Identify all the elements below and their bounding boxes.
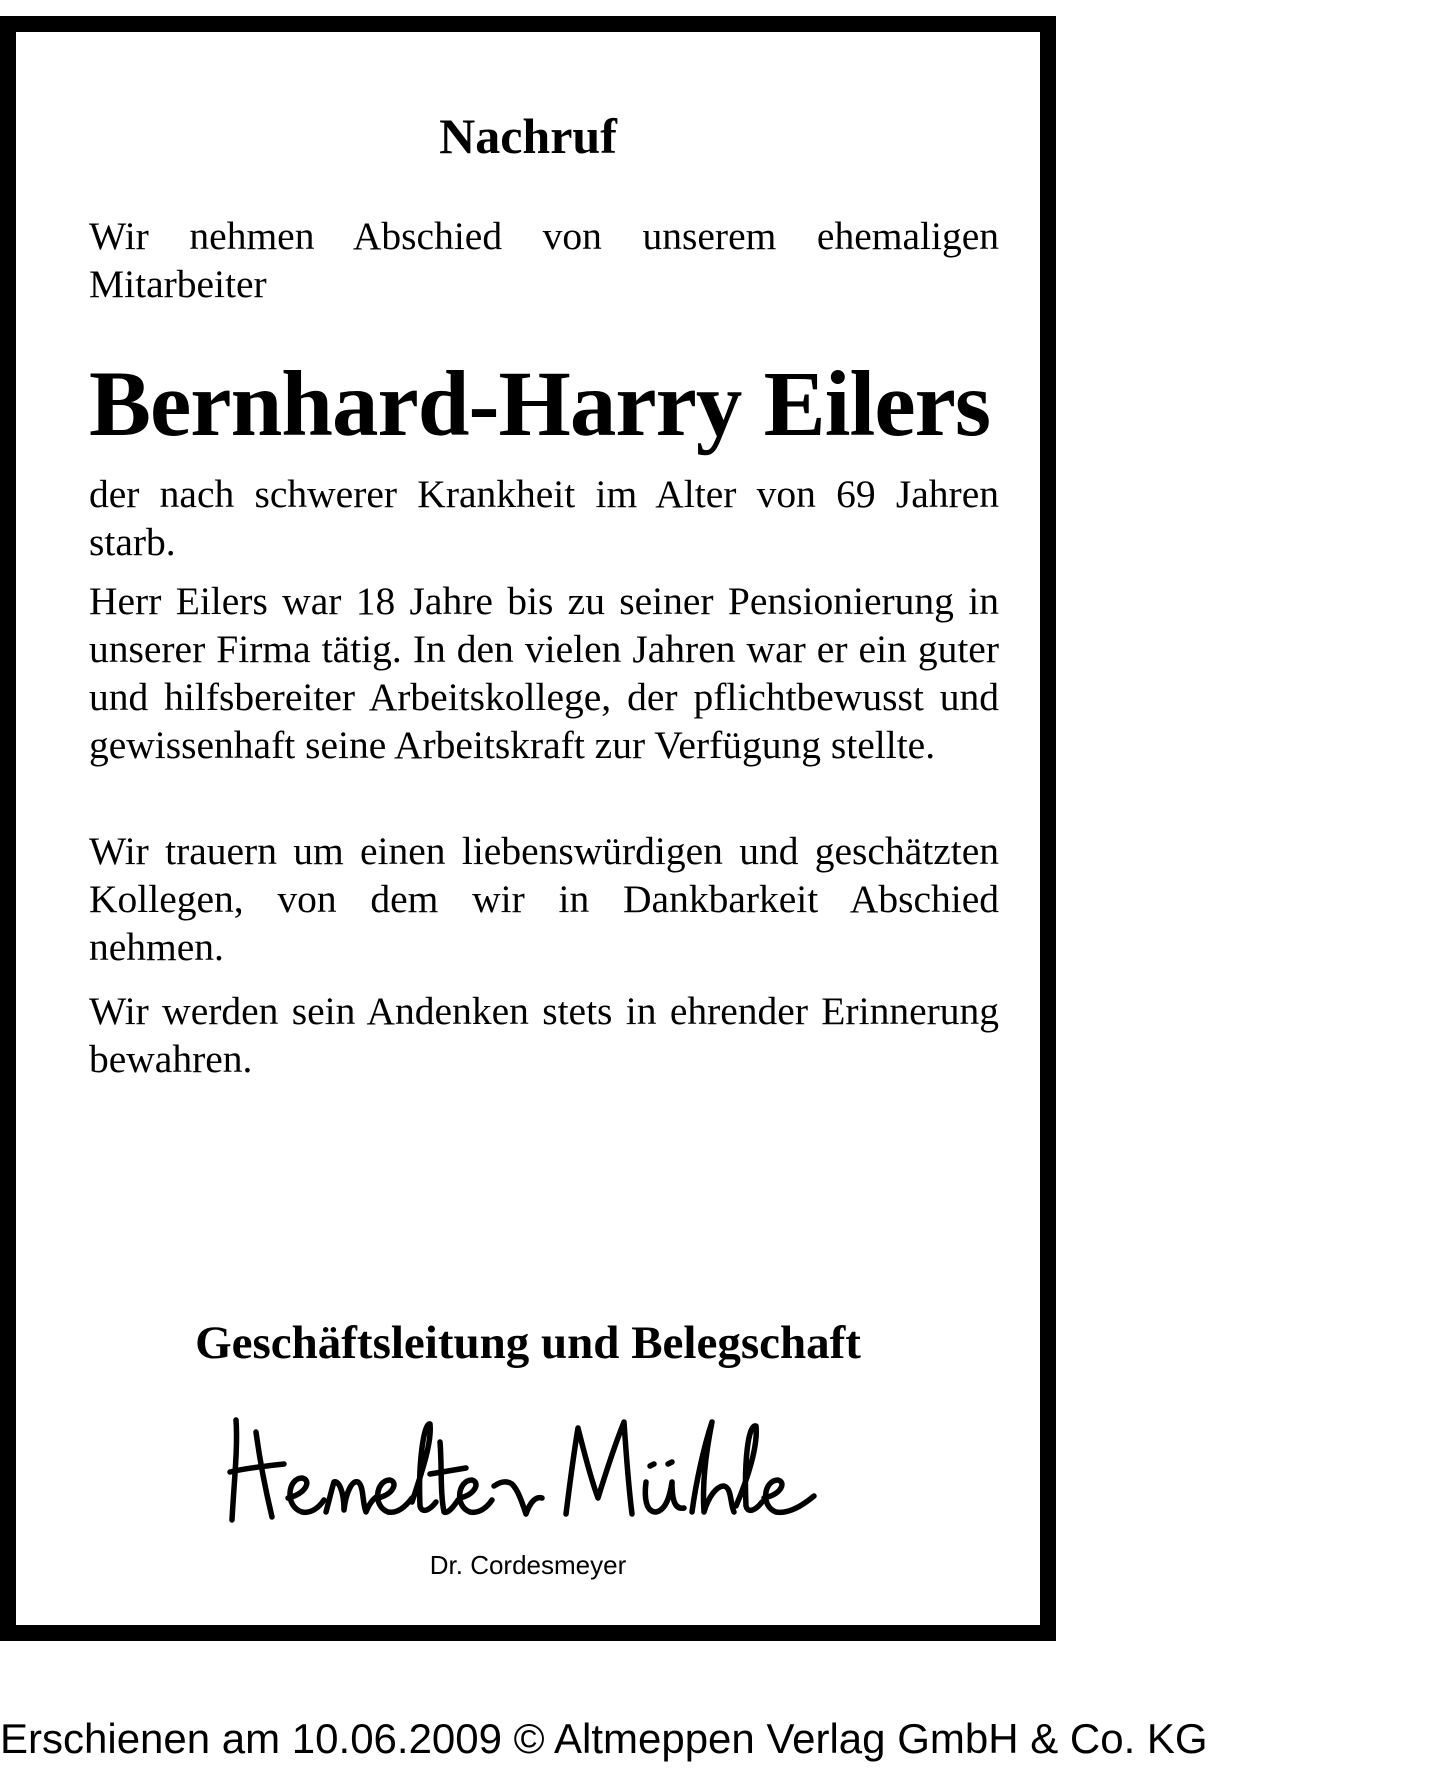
paragraph-mourning: Wir trauern um einen liebenswürdigen und geschätzten Kollegen, von dem wir in Dankbarkeit Abschied nehmen.: [89, 829, 999, 969]
signer-name: Dr. Cordesmeyer: [429, 1550, 627, 1580]
paragraph-death: der nach schwerer Krankheit im Alter von 69 Jahren starb.: [89, 472, 999, 564]
deceased-name: Bernhard-Harry Eilers: [89, 353, 991, 456]
paragraph-career: Herr Eilers war 18 Jahre bis zu seiner Pensionierung in unserer Firma tätig. In den vielen Jahren war er ein guter und hilfsbereiter Arbeitskollege, der pflichtbewusst und gewissenhaft seine Arbeitskraft zur Verfügung stellte.: [89, 579, 999, 767]
handwritten-signature: [226, 1402, 876, 1532]
intro-text: Wir nehmen Abschied von unserem ehemaligen Mitarbeiter: [89, 214, 999, 306]
publication-footer: Erschienen am 10.06.2009 © Altmeppen Verlag GmbH & Co. KG: [0, 1715, 1208, 1762]
obituary-frame: [0, 16, 1056, 1641]
notice-title: Nachruf: [439, 108, 617, 164]
paragraph-remembrance: Wir werden sein Andenken stets in ehrender Erinnerung bewahren.: [89, 989, 999, 1081]
organization-signoff: Geschäftsleitung und Belegschaft: [195, 1317, 861, 1369]
